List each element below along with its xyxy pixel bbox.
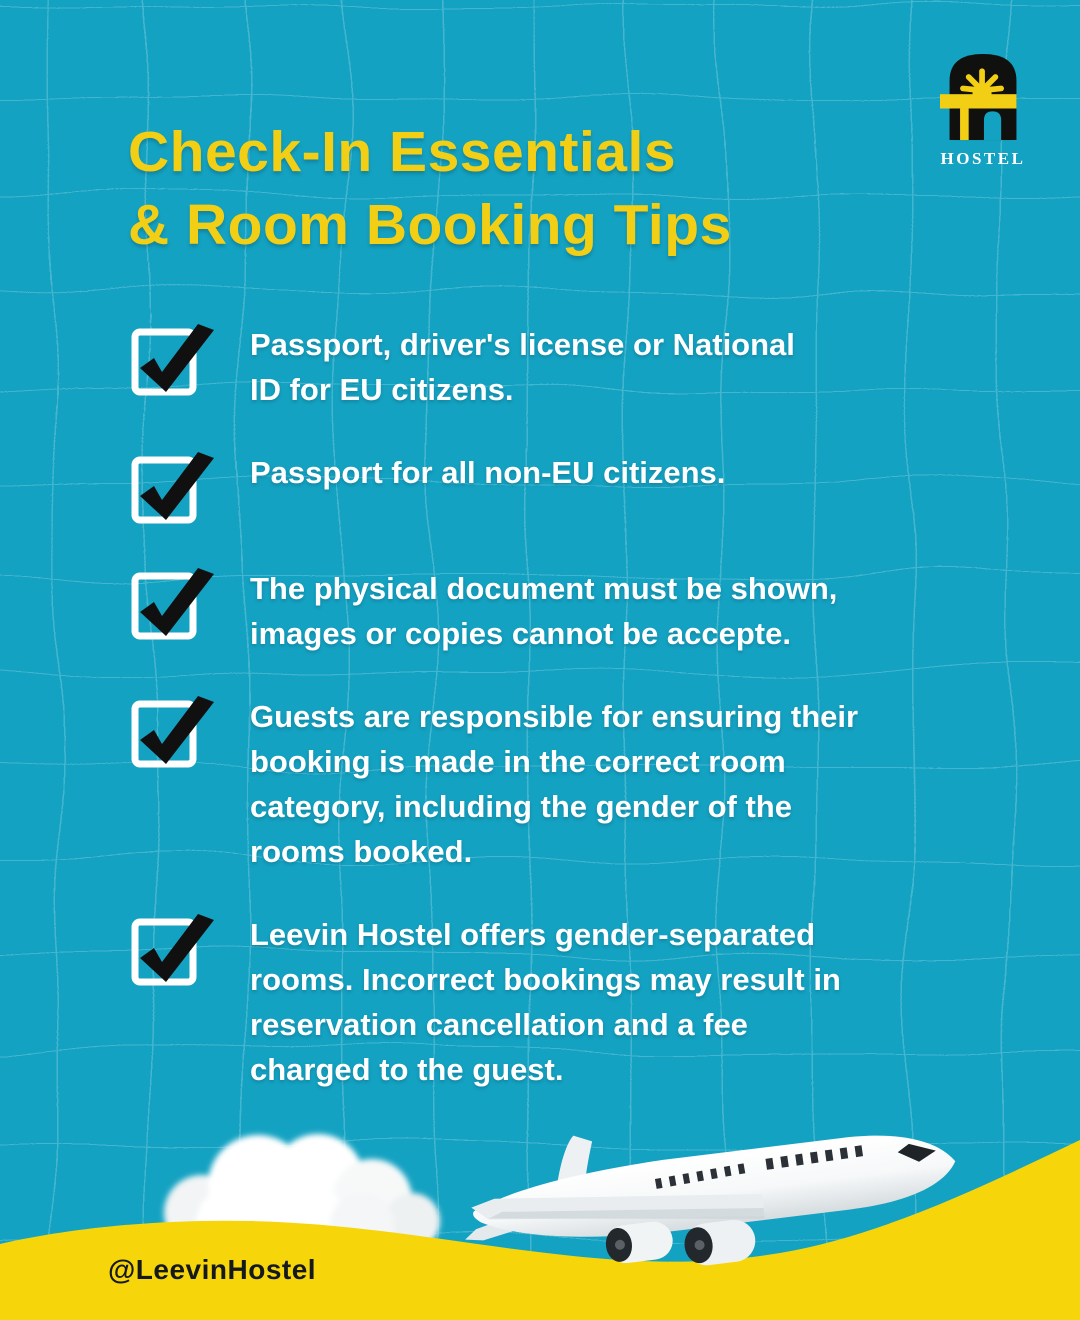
- checkbox-checked-icon: [130, 688, 222, 772]
- checkbox-checked-icon: [130, 906, 222, 990]
- logo-hostel-label: HOSTEL: [940, 149, 1026, 168]
- title-line-1: Check-In Essentials: [128, 120, 677, 184]
- checklist-item-text: Leevin Hostel offers gender-separated rooms. Incorrect bookings may result in reservation cancellation and a fee charged to the guest.: [250, 917, 841, 1087]
- checklist-item-text: Passport for all non-EU citizens.: [250, 455, 726, 490]
- checklist: [130, 322, 990, 1130]
- list-item: [130, 694, 990, 874]
- checkbox-checked-icon: [130, 560, 222, 644]
- list-item: [130, 912, 990, 1092]
- list-item: [130, 450, 990, 528]
- page-title: [128, 116, 732, 262]
- list-item: [130, 566, 990, 656]
- list-item: [130, 322, 990, 412]
- checklist-item-text: The physical document must be shown, images or copies cannot be accepte.: [250, 571, 838, 651]
- checklist-item-text: Passport, driver's license or National ID for EU citizens.: [250, 327, 795, 407]
- leevin-hostel-logo: [933, 50, 1033, 169]
- checklist-item-text: Guests are responsible for ensuring their booking is made in the correct room category, including the gender of the rooms booked.: [250, 699, 859, 869]
- checkbox-checked-icon: [130, 444, 222, 528]
- checkbox-checked-icon: [130, 316, 222, 400]
- social-handle: @LeevinHostel: [108, 1254, 317, 1285]
- title-line-2: & Room Booking Tips: [128, 193, 732, 257]
- logo-arch-icon: [940, 50, 1026, 146]
